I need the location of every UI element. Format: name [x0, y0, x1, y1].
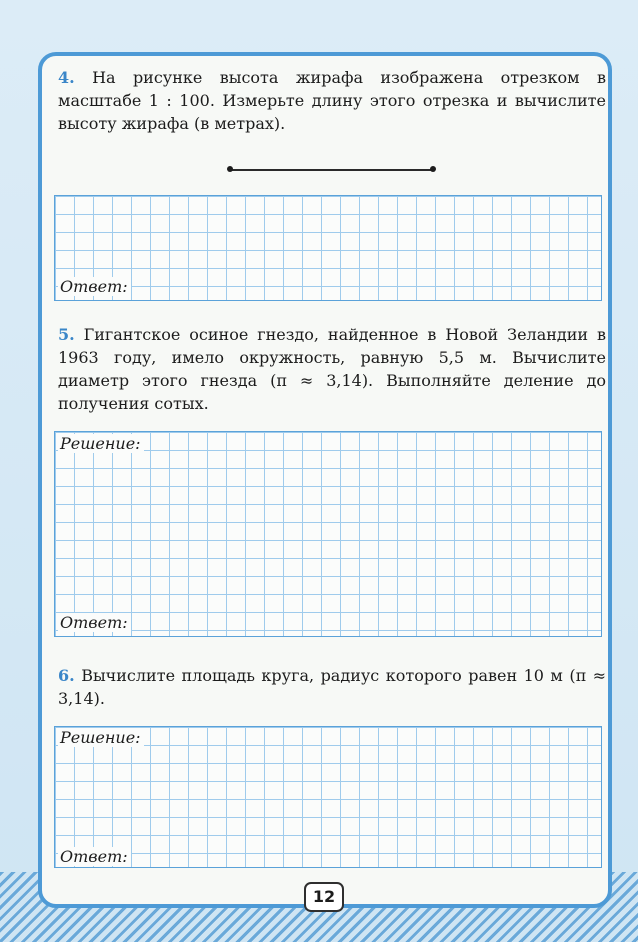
task-6	[58, 664, 606, 710]
task-5-answer-label: Ответ:	[58, 613, 131, 632]
task-5-text: Гигантское осиное гнездо, найденное в Новой Зеландии в 1963 году, имело окружность, равную 5,5 м. Вычислите диаметр этого гнезда (π ≈ 3,14). Выполняйте деление до получения сотых.	[58, 325, 606, 413]
page-number: 12	[304, 882, 344, 912]
task-4-number: 4.	[58, 68, 75, 87]
task-6-solution-grid[interactable]	[54, 726, 602, 868]
task-6-number: 6.	[58, 666, 75, 685]
task-4-text: На рисунке высота жирафа изображена отрезком в масштабе 1 : 100. Измерьте длину этого отрезка и вычислите высоту жирафа (в метрах).	[58, 68, 606, 133]
segment-endpoint-right	[430, 166, 436, 172]
task-5-number: 5.	[58, 325, 75, 344]
task-5	[58, 323, 606, 415]
task-6-answer-label: Ответ:	[58, 847, 131, 866]
task-4-answer-grid[interactable]	[54, 195, 602, 301]
task-4	[58, 66, 606, 135]
task-4-answer-label: Ответ:	[58, 277, 131, 296]
task-5-solution-grid[interactable]	[54, 431, 602, 637]
giraffe-height-segment	[230, 169, 433, 171]
task-5-solution-label: Решение:	[58, 434, 144, 453]
task-6-solution-label: Решение:	[58, 728, 144, 747]
segment-endpoint-left	[227, 166, 233, 172]
task-6-text: Вычислите площадь круга, радиус которого равен 10 м (π ≈ 3,14).	[58, 666, 606, 708]
